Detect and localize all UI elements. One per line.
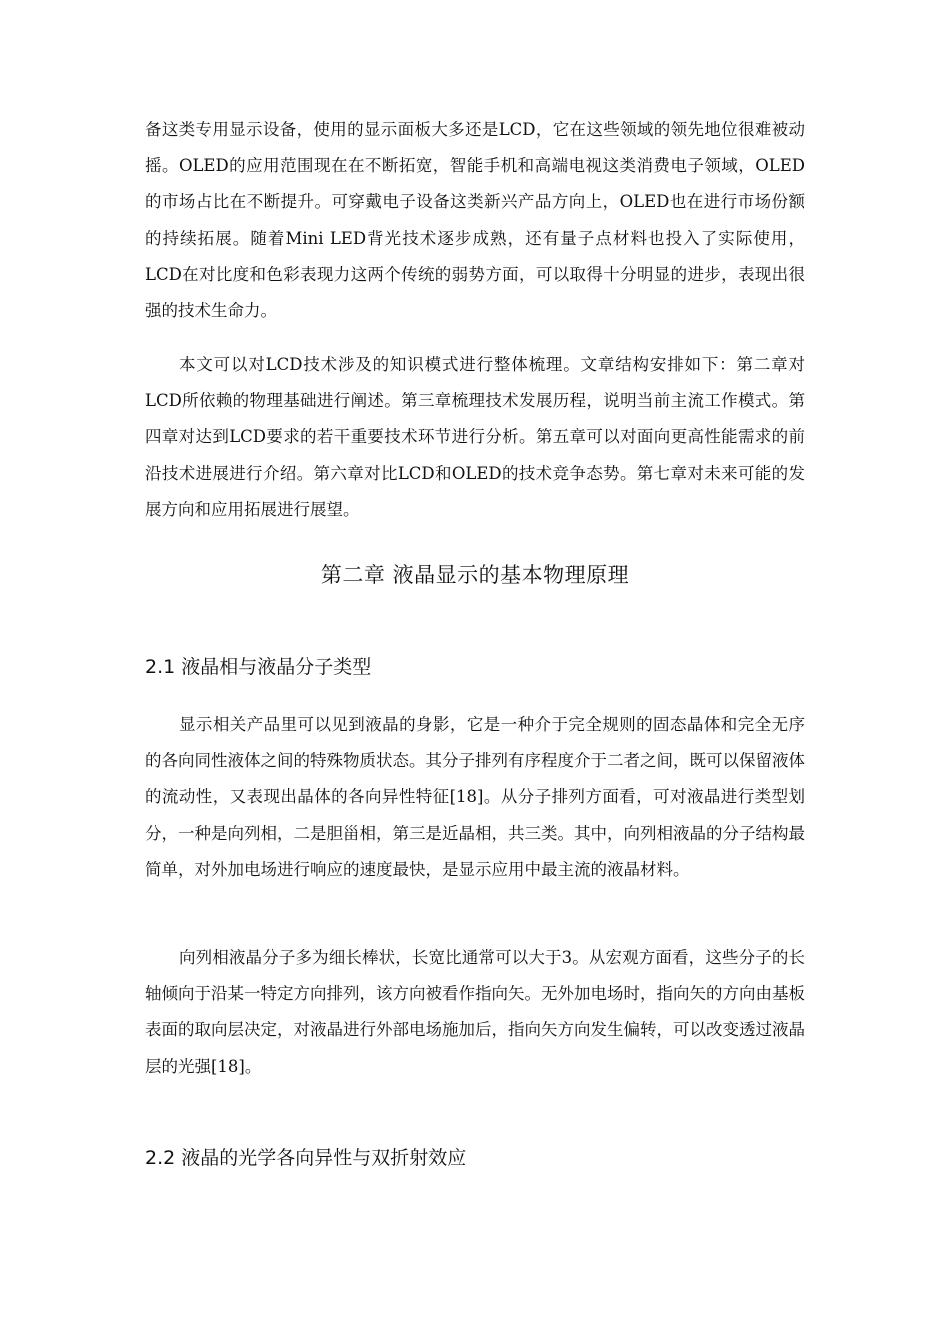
body-paragraph-continued: 备这类专用显示设备，使用的显示面板大多还是LCD，它在这些领域的领先地位很难被动摇。OLED的应用范围现在在不断拓宽，智能手机和高端电视这类消费电子领域，OLED的市场占比在不断提升。可穿戴电子设备这类新兴产品方向上，OLED也在进行市场份额的持续拓展。随着Mini LED背光技术逐步成熟，还有量子点材料也投入了实际使用，LCD在对比度和色彩表现力这两个传统的弱势方面，可以取得十分明显的进步，表现出很强的技术生命力。 xyxy=(145,120,805,321)
body-paragraph-structure: 本文可以对LCD技术涉及的知识模式进行整体梳理。文章结构安排如下：第二章对LCD所依赖的物理基础进行阐述。第三章梳理技术发展历程，说明当前主流工作模式。第四章对达到LCD要求的若干重要技术环节进行分析。第五章可以对面向更高性能需求的前沿技术进展进行介绍。第六章对比LCD和OLED的技术竞争态势。第七章对未来可能的发展方向和应用拓展进行展望。 xyxy=(145,355,805,519)
section-heading-2-1: 2.1 液晶相与液晶分子类型 xyxy=(145,656,372,678)
body-paragraph-nematic: 向列相液晶分子多为细长棒状，长宽比通常可以大于3。从宏观方面看，这些分子的长轴倾向于沿某一特定方向排列，该方向被看作指向矢。无外加电场时，指向矢的方向由基板表面的取向层决定，对液晶进行外部电场施加后，指向矢方向发生偏转，可以改变透过液晶层的光强[18]。 xyxy=(145,948,805,1076)
section-heading-2-2: 2.2 液晶的光学各向异性与双折射效应 xyxy=(145,1147,467,1169)
body-paragraph-liquid-crystal-phase: 显示相关产品里可以见到液晶的身影，它是一种介于完全规则的固态晶体和完全无序的各向同性液体之间的特殊物质状态。其分子排列有序程度介于二者之间，既可以保留液体的流动性，又表现出晶体的各向异性特征[18]。从分子排列方面看，可对液晶进行类型划分，一种是向列相，二是胆甾相，第三是近晶相，共三类。其中，向列相液晶的分子结构最简单，对外加电场进行响应的速度最快，是显示应用中最主流的液晶材料。 xyxy=(145,715,805,879)
chapter-title: 第二章 液晶显示的基本物理原理 xyxy=(320,563,630,587)
